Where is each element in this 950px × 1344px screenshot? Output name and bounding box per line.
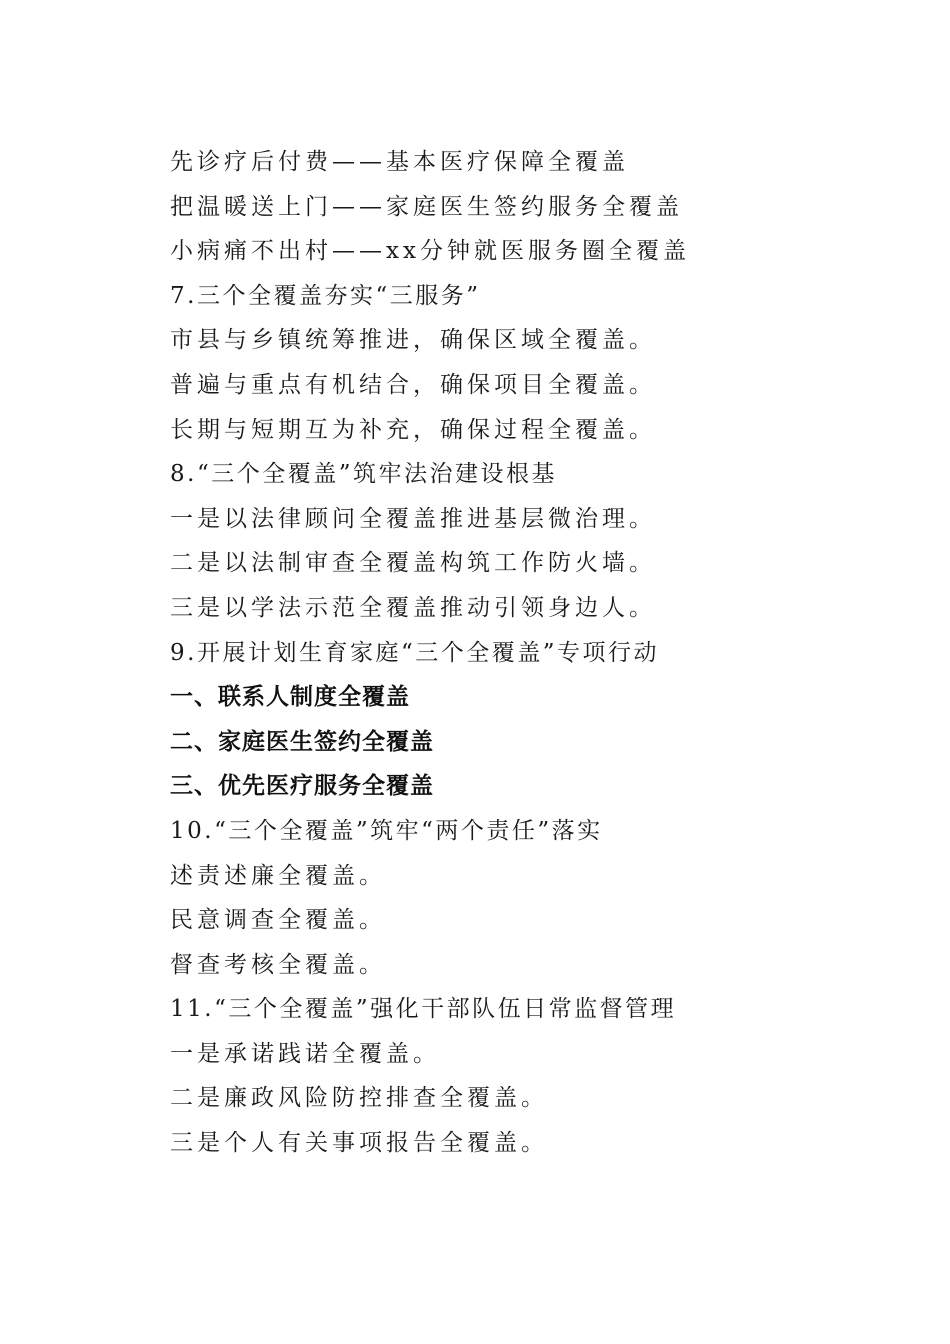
text-line: 一是承诺践诺全覆盖。: [170, 1040, 440, 1067]
bold-list-item: 二、家庭医生签约全覆盖: [170, 728, 434, 755]
text-line: 述责述廉全覆盖。: [170, 862, 386, 889]
text-line: 普遍与重点有机结合，确保项目全覆盖。: [170, 371, 656, 398]
text-line: 长期与短期互为补充，确保过程全覆盖。: [170, 416, 656, 443]
text-line: 二是廉政风险防控排查全覆盖。: [170, 1085, 548, 1112]
section-heading: 7.三个全覆盖夯实“三服务”: [170, 282, 481, 309]
text-line: 三是以学法示范全覆盖推动引领身边人。: [170, 594, 656, 621]
text-line: 二是以法制审查全覆盖构筑工作防火墙。: [170, 550, 656, 577]
section-heading: 10.“三个全覆盖”筑牢“两个责任”落实: [170, 817, 603, 844]
text-line: 把温暖送上门——家庭医生签约服务全覆盖: [170, 193, 683, 220]
text-line: 民意调查全覆盖。: [170, 907, 386, 934]
text-line: 三是个人有关事项报告全覆盖。: [170, 1130, 548, 1157]
text-line: 先诊疗后付费——基本医疗保障全覆盖: [170, 149, 629, 175]
section-heading: 11.“三个全覆盖”强化干部队伍日常监督管理: [170, 996, 677, 1023]
section-heading: 8.“三个全覆盖”筑牢法治建设根基: [170, 461, 557, 488]
text-line: 督查考核全覆盖。: [170, 951, 386, 978]
text-line: 一是以法律顾问全覆盖推进基层微治理。: [170, 505, 656, 532]
bold-list-item: 一、联系人制度全覆盖: [170, 684, 410, 711]
document-body: [170, 140, 870, 1166]
text-line: 小病痛不出村——xx分钟就医服务圈全覆盖: [170, 238, 690, 265]
bold-list-item: 三、优先医疗服务全覆盖: [170, 773, 434, 800]
section-heading: 9.开展计划生育家庭“三个全覆盖”专项行动: [170, 639, 659, 666]
text-line: 市县与乡镇统筹推进，确保区域全覆盖。: [170, 327, 656, 354]
